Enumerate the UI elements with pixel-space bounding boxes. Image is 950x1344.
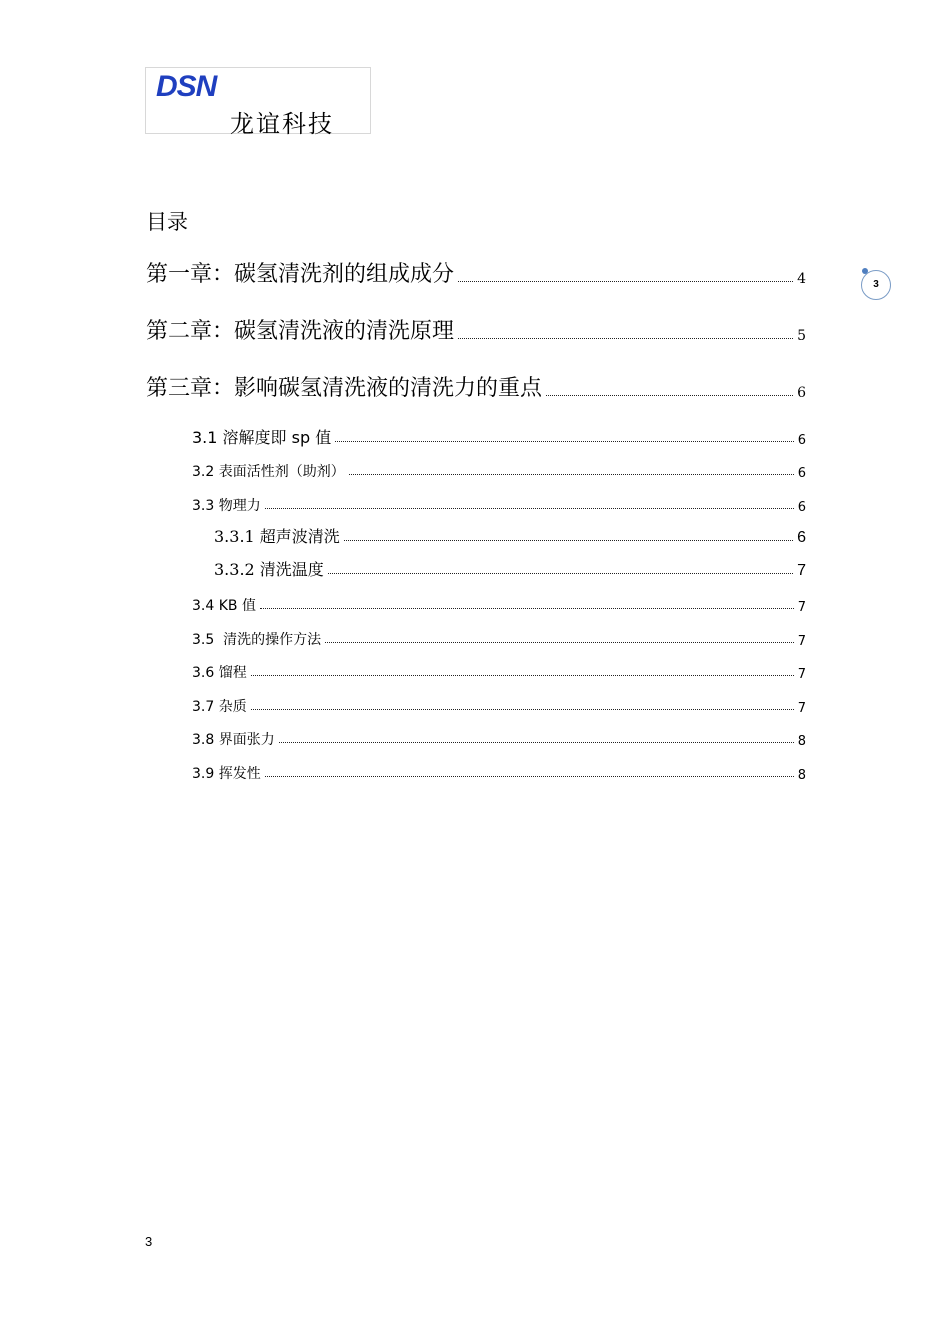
dot-leader bbox=[265, 776, 794, 777]
company-logo bbox=[145, 67, 371, 138]
dot-leader bbox=[279, 742, 794, 743]
toc-entry-page: 6 bbox=[797, 466, 806, 481]
toc-entry-label: 3.3.2 清洗温度 bbox=[214, 560, 324, 579]
toc-entry-page: 6 bbox=[797, 385, 806, 401]
dot-leader bbox=[328, 573, 793, 574]
dot-leader bbox=[265, 508, 794, 509]
toc-section-3-9[interactable] bbox=[192, 763, 806, 783]
dot-leader bbox=[325, 642, 794, 643]
toc-title: 目录 bbox=[146, 210, 188, 234]
dot-leader bbox=[349, 474, 794, 475]
dot-leader bbox=[251, 675, 794, 676]
dot-leader bbox=[335, 441, 794, 442]
toc-section-3-1[interactable] bbox=[192, 424, 806, 448]
toc-entry-label: 3.4 KB 值 bbox=[192, 598, 256, 614]
toc-entry-page: 7 bbox=[797, 701, 806, 716]
toc-entry-page: 6 bbox=[797, 529, 806, 546]
toc-chapter-3[interactable] bbox=[146, 368, 806, 402]
toc-entry-label: 3.2 表面活性剂（助剂） bbox=[192, 464, 345, 480]
toc-section-3-6[interactable] bbox=[192, 662, 806, 682]
toc-entry-page: 8 bbox=[797, 734, 806, 749]
toc-section-3-4[interactable] bbox=[192, 595, 806, 615]
footer-page-number: 3 bbox=[145, 1234, 153, 1249]
toc-section-3-5[interactable] bbox=[192, 629, 806, 649]
toc-chapter-1[interactable] bbox=[146, 254, 806, 288]
logo-company-name: 龙谊科技 bbox=[230, 110, 334, 138]
toc-entry-label: 3.9 挥发性 bbox=[192, 766, 261, 782]
toc-entry-page: 6 bbox=[797, 433, 806, 448]
toc-entry-label: 3.5 清洗的操作方法 bbox=[192, 632, 322, 648]
toc-entry-label: 第一章：碳氢清洗剂的组成成分 bbox=[146, 262, 455, 287]
toc-section-3-3-2[interactable] bbox=[214, 556, 806, 580]
toc-entry-page: 8 bbox=[797, 768, 806, 783]
toc-section-3-7[interactable] bbox=[192, 696, 806, 716]
page-badge: 3 bbox=[861, 270, 891, 300]
toc-entry-label: 第二章：碳氢清洗液的清洗原理 bbox=[146, 319, 455, 344]
dot-leader bbox=[251, 709, 794, 710]
toc-entry-page: 7 bbox=[797, 562, 806, 579]
toc-section-3-3[interactable] bbox=[192, 495, 806, 515]
dot-leader bbox=[458, 338, 793, 339]
dot-leader bbox=[260, 608, 794, 609]
toc-entry-label: 3.7 杂质 bbox=[192, 699, 247, 715]
dot-leader bbox=[344, 540, 793, 541]
toc-section-3-3-1[interactable] bbox=[214, 523, 806, 547]
toc-entry-page: 5 bbox=[797, 328, 806, 344]
toc-entry-label: 第三章：影响碳氢清洗液的清洗力的重点 bbox=[146, 376, 543, 401]
toc-chapter-2[interactable] bbox=[146, 311, 806, 345]
toc-entry-page: 7 bbox=[797, 667, 806, 682]
toc-entry-label: 3.3.1 超声波清洗 bbox=[214, 527, 340, 546]
toc-section-3-2[interactable] bbox=[192, 461, 806, 481]
toc-entry-page: 4 bbox=[797, 271, 806, 287]
logo-brand: DSN bbox=[156, 70, 217, 103]
toc-section-3-8[interactable] bbox=[192, 729, 806, 749]
toc-entry-label: 3.1 溶解度即 sp 值 bbox=[192, 428, 332, 447]
dot-leader bbox=[546, 395, 793, 396]
toc-entry-page: 7 bbox=[797, 634, 806, 649]
toc-entry-label: 3.6 馏程 bbox=[192, 665, 247, 681]
toc-entry-page: 6 bbox=[797, 500, 806, 515]
toc-entry-label: 3.8 界面张力 bbox=[192, 732, 275, 748]
dot-leader bbox=[458, 281, 793, 282]
toc-entry-page: 7 bbox=[797, 600, 806, 615]
toc-entry-label: 3.3 物理力 bbox=[192, 498, 261, 514]
